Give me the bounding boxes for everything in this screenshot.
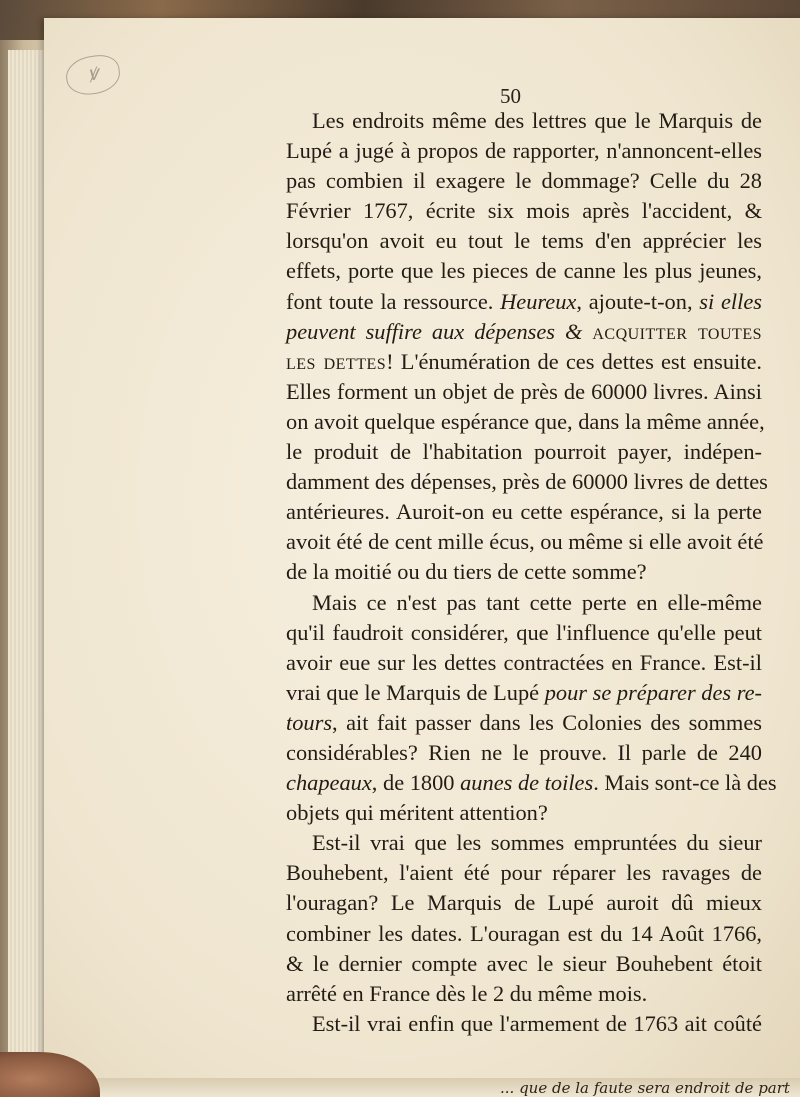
library-stamp-icon: ꝟ — [64, 52, 123, 97]
text-segment: vrai que le Marquis de Lupé — [286, 679, 545, 705]
text-segment: , ait fait passer dans les Colonies des sommes — [332, 709, 762, 735]
text-line — [286, 919, 762, 949]
italic-text: peuvent suffire aux dépenses & — [286, 318, 593, 344]
text-line — [286, 287, 762, 317]
text-line — [286, 347, 762, 377]
text-line — [286, 1009, 762, 1039]
page-number: 50 — [500, 84, 521, 108]
text-segment: antérieures. Auroit-on eu cette espérance, si la perte — [286, 499, 762, 525]
text-line — [286, 708, 762, 738]
text-line — [286, 497, 762, 527]
text-segment: considérables? Rien ne le prouve. Il parle de 240 — [286, 739, 762, 765]
text-segment: qu'il faudroit considérer, que l'influence qu'elle peut — [286, 619, 762, 645]
text-line — [286, 407, 765, 437]
text-line — [286, 557, 762, 587]
italic-text: si elles — [699, 288, 763, 314]
page-text — [286, 106, 777, 1039]
text-segment: Lupé a jugé à propos de rapporter, n'annoncent-elles — [286, 138, 762, 164]
text-line — [286, 226, 762, 256]
text-segment: effets, porte que les pieces de canne les plus jeunes, — [286, 258, 762, 284]
text-segment: . Mais sont-ce là des — [593, 770, 777, 796]
small-caps-text: les dettes — [286, 348, 387, 374]
italic-text: aunes de toiles — [460, 770, 594, 796]
text-segment: , ajoute-t-on, — [576, 288, 700, 314]
text-line — [286, 377, 762, 407]
italic-text: Heureux — [500, 288, 577, 314]
text-segment: Bouhebent, l'aient été pour réparer les ravages de — [286, 860, 762, 886]
text-line — [286, 858, 762, 888]
text-segment: combiner les dates. L'ouragan est du 14 Août 1766, — [286, 920, 762, 946]
text-line — [286, 196, 762, 226]
text-line — [286, 317, 762, 347]
text-segment: , de 1800 — [371, 770, 461, 796]
text-segment: avoir eue sur les dettes contractées en France. Est-il — [286, 649, 762, 675]
handwritten-note: ... que de la faute sera endroit de part — [500, 1079, 790, 1097]
text-segment: pas combien il exagere le dommage? Celle du 28 — [286, 168, 762, 194]
text-line — [286, 678, 762, 708]
text-segment: Est-il vrai enfin que l'armement de 1763 ait coûté — [312, 1010, 762, 1036]
paragraph — [286, 828, 762, 1009]
text-line — [286, 136, 762, 166]
paragraph — [286, 106, 768, 588]
text-line — [286, 256, 762, 286]
text-line — [286, 166, 762, 196]
text-segment: lorsqu'on avoit eu tout le tems d'en apprécier les — [286, 228, 762, 254]
text-line — [286, 527, 762, 557]
text-segment: objets qui méritent attention? — [286, 800, 548, 826]
text-segment: damment des dépenses, près de 60000 livres de dettes — [286, 469, 768, 495]
italic-text: chapeaux — [286, 770, 372, 796]
text-line — [286, 467, 768, 497]
text-segment: de la moitié ou du tiers de cette somme? — [286, 559, 647, 585]
text-line — [286, 738, 762, 768]
text-line — [286, 588, 762, 618]
italic-text: pour se préparer des re- — [544, 679, 762, 705]
text-segment: Mais ce n'est pas tant cette perte en elle-même — [312, 589, 762, 615]
paragraph — [286, 588, 777, 829]
text-line — [286, 949, 762, 979]
text-segment: Est-il vrai que les sommes empruntées du sieur — [312, 830, 762, 856]
text-segment: Février 1767, écrite six mois après l'accident, & — [286, 198, 762, 224]
text-segment: arrêté en France dès le 2 du même mois. — [286, 980, 648, 1006]
text-segment: ! L'énumération de ces dettes est ensuite. — [386, 348, 762, 374]
small-caps-text: acquitter toutes — [592, 318, 762, 344]
text-line — [286, 437, 762, 467]
text-line — [286, 648, 762, 678]
text-line — [286, 888, 762, 918]
text-segment: Elles forment un objet de près de 60000 livres. Ainsi — [286, 378, 762, 404]
text-line — [286, 979, 762, 1009]
text-segment: le produit de l'habitation pourroit payer, indépen- — [286, 439, 762, 465]
text-segment: Les endroits même des lettres que le Marquis de — [312, 108, 762, 133]
paragraph — [286, 1009, 762, 1039]
text-segment: font toute la ressource. — [286, 288, 501, 314]
text-segment: on avoit quelque espérance que, dans la même année, — [286, 408, 765, 434]
text-line — [286, 618, 762, 648]
italic-text: tours — [286, 709, 333, 735]
text-segment: & le dernier compte avec le sieur Bouhebent étoit — [286, 950, 762, 976]
text-line — [286, 768, 777, 798]
text-line — [286, 828, 762, 858]
text-line — [286, 106, 762, 136]
text-segment: avoit été de cent mille écus, ou même si elle avoit été — [286, 529, 764, 555]
text-segment: l'ouragan? Le Marquis de Lupé auroit dû mieux — [286, 890, 762, 916]
text-line — [286, 798, 762, 828]
